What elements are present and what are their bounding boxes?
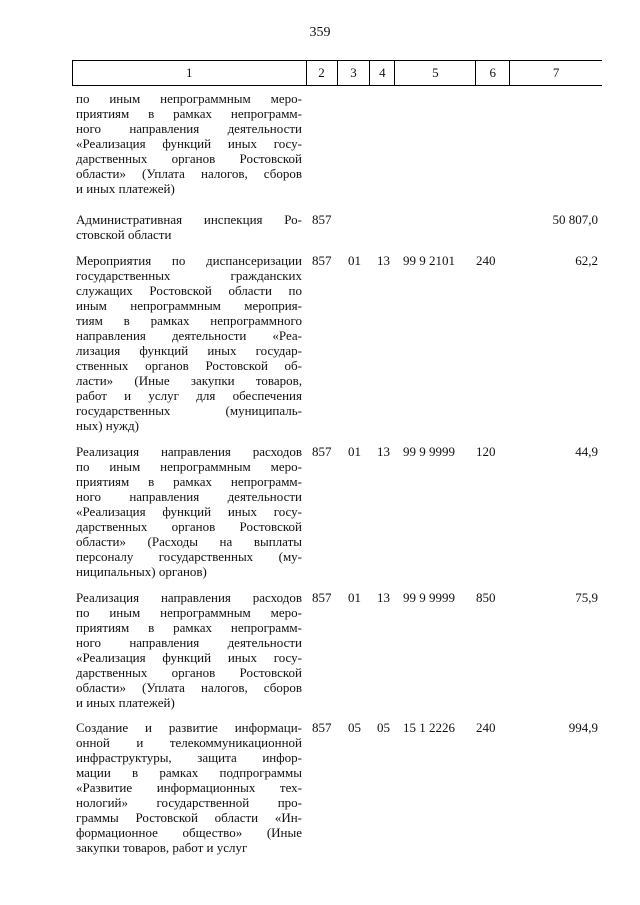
table-row [72, 253, 602, 433]
row-description [72, 91, 306, 196]
grbs-code: 857 [312, 212, 332, 227]
description-line: ниципальных) органов) [76, 564, 207, 579]
expense-type-code: 240 [476, 253, 496, 268]
description-line: по иным непрограммным меро- [76, 459, 302, 474]
description-line: персоналу государственных (му- [76, 549, 302, 564]
description-line: Реализация направления расходов [76, 590, 302, 605]
description-line: ласти» (Иные закупки товаров, [76, 373, 302, 388]
section-code: 01 [348, 444, 361, 459]
description-line: формационное общество» (Иные [76, 825, 302, 840]
target-article-code: 99 9 9999 [403, 590, 455, 605]
page-number: 359 [309, 25, 331, 40]
description-line: Создание и развитие информаци- [76, 720, 302, 735]
description-line: по иным непрограммным меро- [76, 605, 302, 620]
header-col-1: 1 [73, 61, 307, 85]
section-code: 05 [348, 720, 361, 735]
row-description [72, 590, 306, 710]
target-article-code: 99 9 9999 [403, 444, 455, 459]
description-line: области» (Уплата налогов, сборов [76, 166, 302, 181]
target-article-code: 99 9 2101 [403, 253, 455, 268]
description-line: нологий» государственной про- [76, 795, 302, 810]
description-line: ственных органов Ростовской об- [76, 358, 302, 373]
description-line: Мероприятия по диспансеризации [76, 253, 302, 268]
budget-table [72, 60, 602, 855]
amount: 44,9 [575, 444, 598, 459]
description-line: дарственных органов Ростовской [76, 519, 302, 534]
expense-type-code: 850 [476, 590, 496, 605]
section-code: 01 [348, 590, 361, 605]
amount: 50 807,0 [552, 212, 598, 227]
description-line: и иных платежей) [76, 181, 175, 196]
description-line: Административная инспекция Ро- [76, 212, 302, 227]
description-line: государственных гражданских [76, 268, 302, 283]
description-line: онной и телекоммуникационной [76, 735, 302, 750]
description-line: инфраструктуры, защита инфор- [76, 750, 302, 765]
amount: 62,2 [575, 253, 598, 268]
description-line: граммы Ростовской области «Ин- [76, 810, 302, 825]
description-line: и иных платежей) [76, 695, 175, 710]
description-line: ного направления деятельности [76, 489, 302, 504]
table-body [72, 91, 602, 855]
grbs-code: 857 [312, 720, 332, 735]
grbs-code: 857 [312, 253, 332, 268]
subsection-code: 13 [377, 590, 390, 605]
description-line: приятиям в рамках непрограмм- [76, 620, 302, 635]
description-line: дарственных органов Ростовской [76, 151, 302, 166]
subsection-code: 13 [377, 444, 390, 459]
description-line: стовской области [76, 227, 172, 242]
row-description [72, 253, 306, 433]
header-col-5: 5 [395, 61, 476, 85]
row-description [72, 720, 306, 855]
description-line: приятиям в рамках непрограмм- [76, 474, 302, 489]
description-line: по иным непрограммным меро- [76, 91, 302, 106]
description-line: «Реализация функций иных госу- [76, 504, 302, 519]
description-line: ных) нужд) [76, 418, 139, 433]
description-line: служащих Ростовской области по [76, 283, 302, 298]
amount: 994,9 [568, 720, 598, 735]
description-line: области» (Расходы на выплаты [76, 534, 302, 549]
row-description [72, 212, 306, 242]
header-col-6: 6 [476, 61, 510, 85]
description-line: «Реализация функций иных госу- [76, 650, 302, 665]
description-line: ного направления деятельности [76, 635, 302, 650]
description-line: государственных (муниципаль- [76, 403, 302, 418]
description-line: приятиям в рамках непрограмм- [76, 106, 302, 121]
expense-type-code: 240 [476, 720, 496, 735]
description-line: Реализация направления расходов [76, 444, 302, 459]
description-line: иным непрограммным мероприя- [76, 298, 302, 313]
table-header [72, 60, 602, 86]
target-article-code: 15 1 2226 [403, 720, 455, 735]
description-line: тиям в рамках непрограммного [76, 313, 302, 328]
table-row [72, 444, 602, 579]
table-row [72, 720, 602, 855]
grbs-code: 857 [312, 444, 332, 459]
row-description [72, 444, 306, 579]
grbs-code: 857 [312, 590, 332, 605]
table-row [72, 590, 602, 710]
description-line: закупки товаров, работ и услуг [76, 840, 248, 855]
section-code: 01 [348, 253, 361, 268]
header-col-7: 7 [552, 65, 560, 80]
subsection-code: 05 [377, 720, 390, 735]
amount: 75,9 [575, 590, 598, 605]
description-line: работ и услуг для обеспечения [76, 388, 302, 403]
description-line: лизация функций иных государ- [76, 343, 302, 358]
header-col-2: 2 [307, 61, 338, 85]
description-line: «Развитие информационных тех- [76, 780, 302, 795]
description-line: дарственных органов Ростовской [76, 665, 302, 680]
table-row [72, 212, 602, 242]
description-line: мации в рамках подпрограммы [76, 765, 302, 780]
description-line: направления деятельности «Реа- [76, 328, 302, 343]
description-line: ного направления деятельности [76, 121, 302, 136]
subsection-code: 13 [377, 253, 390, 268]
description-line: «Реализация функций иных госу- [76, 136, 302, 151]
header-col-3: 3 [338, 61, 371, 85]
expense-type-code: 120 [476, 444, 496, 459]
table-row [72, 91, 602, 196]
header-col-4: 4 [370, 61, 395, 85]
description-line: области» (Уплата налогов, сборов [76, 680, 302, 695]
